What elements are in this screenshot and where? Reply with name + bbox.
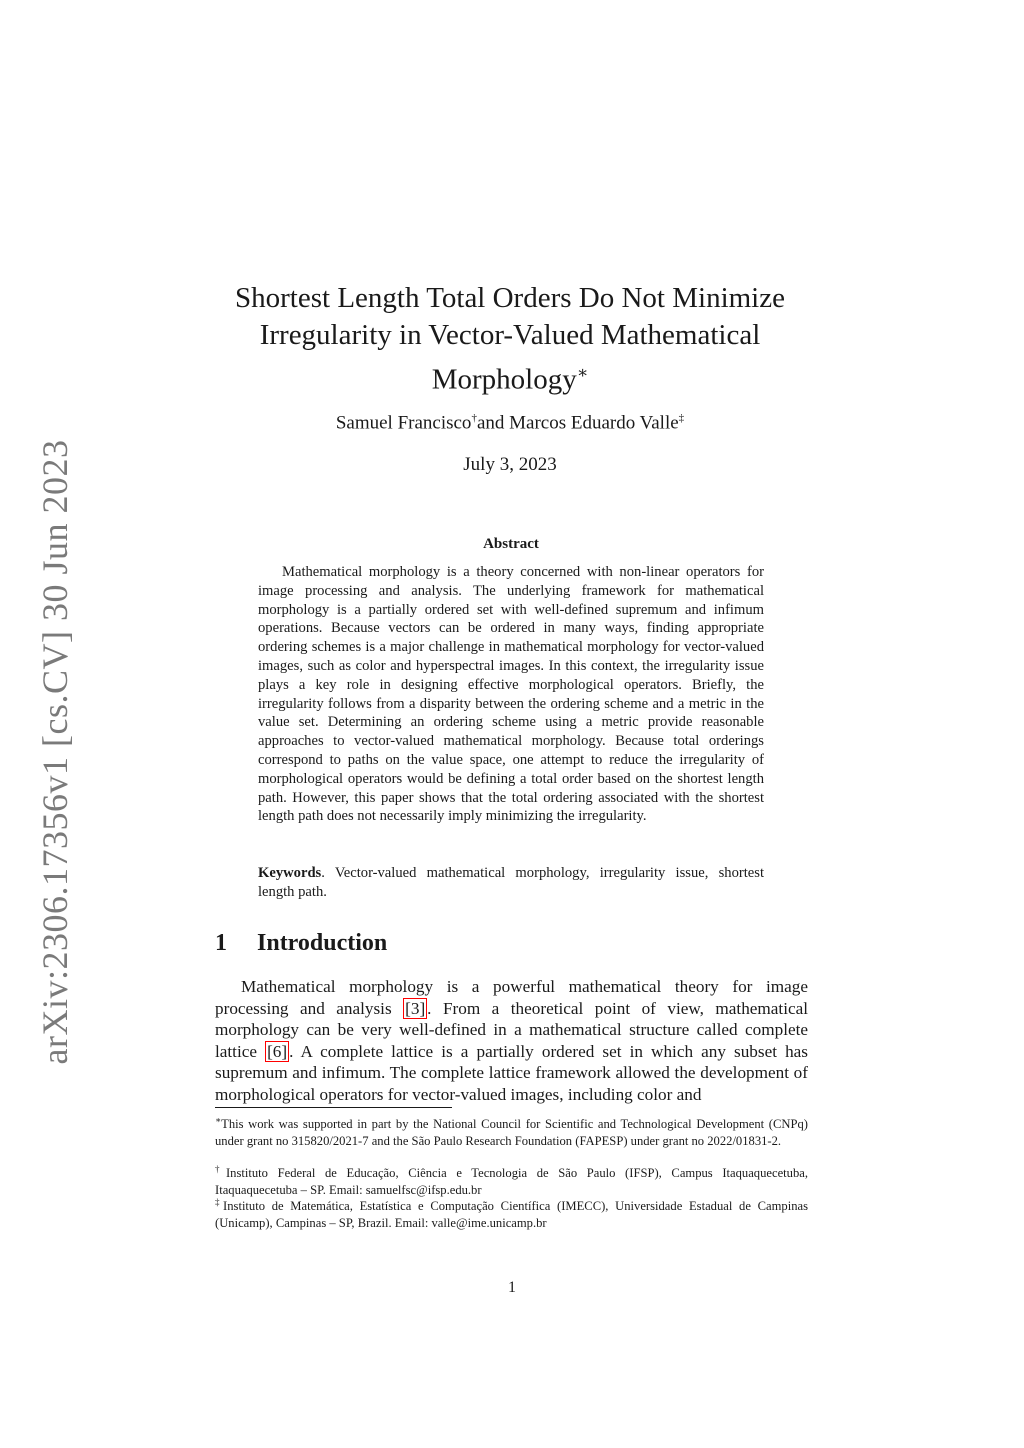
footnote-funding-mark: ∗ <box>215 1115 222 1125</box>
footnote-affiliation-2 <box>215 1194 808 1231</box>
citation-link-3[interactable]: [3] <box>405 998 426 1018</box>
page-number: 1 <box>508 1279 516 1296</box>
footnote-funding <box>215 1112 808 1149</box>
arxiv-identifier: arXiv:2306.17356v1 [cs.CV] 30 Jun 2023 <box>35 439 75 1065</box>
paper-title <box>200 280 820 399</box>
footnote-funding-text: This work was supported in part by the National Council for Scientific and Technological Development (CNPq) under grant no 315820/2021-7 and the São Paulo Research Foundation (FAPESP) under grant no 2022/01831-2. <box>215 1117 808 1148</box>
author-1: Samuel Francisco <box>335 412 472 434</box>
author-2-mark: ‡ <box>678 412 685 424</box>
footnote-affiliation-1 <box>215 1161 808 1198</box>
author-2: and Marcos Eduardo Valle <box>476 412 679 434</box>
section-heading <box>215 930 387 957</box>
keywords-text: . Vector-valued mathematical morphology, irregularity issue, shortest length path. <box>258 865 764 900</box>
title-line-3-text: Morphology <box>431 363 577 396</box>
introduction-paragraph <box>215 976 808 1106</box>
keywords-label: Keywords <box>258 865 322 881</box>
keywords <box>258 864 764 902</box>
abstract-heading: Abstract <box>483 536 539 552</box>
title-line-3 <box>200 354 820 399</box>
intro-text-a: Mathematical morphology is a powerful mathematical theory for image processing and analysis <box>215 977 808 1018</box>
title-line-2: Irregularity in Vector-Valued Mathematical <box>259 319 761 351</box>
title-footnote-mark: ∗ <box>576 363 589 382</box>
intro-text-c: . A complete lattice is a partially ordered set in which any subset has supremum and infimum. The complete lattice framework allowed the development of morphological operators for vector-valued images, including color and <box>215 1041 808 1104</box>
abstract-body: Mathematical morphology is a theory concerned with non-linear operators for image processing and analysis. The underlying framework for mathematical morphology is a partially ordered set with well-defined supremum and infimum operations. Because vectors can be ordered in many ways, finding appropriate ordering schemes is a major challenge in mathematical morphology for vector-valued images, such as color and hyperspectral images. In this context, the irregularity issue plays a key role in designing effective morphological operators. Briefly, the irregularity follows from a disparity between the ordering scheme and a metric in the value set. Determining an ordering scheme using a metric provide reasonable approaches to vector-valued mathematical morphology. Because total orderings correspond to paths on the value space, one attempt to reduce the irregularity of morphological operators would be defining a total order based on the shortest length path. However, this paper shows that the total ordering associated with the shortest length path does not necessarily imply minimizing the irregularity. <box>258 564 764 825</box>
footnote-affiliation-2-mark: ‡ <box>215 1197 224 1207</box>
footnote-affiliation-2-text: Instituto de Matemática, Estatística e Computação Científica (IMECC), Universidade Estadual de Campinas (Unicamp), Campinas – SP, Brazil. Email: valle@ime.unicamp.br <box>215 1199 808 1230</box>
author-list <box>200 412 820 434</box>
footnote-affiliation-1-mark: † <box>215 1164 226 1174</box>
title-line-1: Shortest Length Total Orders Do Not Minimize <box>235 282 785 314</box>
section-title: Introduction <box>257 930 388 956</box>
footnote-affiliation-1-text: Instituto Federal de Educação, Ciência e Tecnologia de São Paulo (IFSP), Campus Itaquaquecetuba, Itaquaquecetuba – SP. Email: samuelfsc@ifsp.edu.br <box>215 1166 808 1197</box>
citation-link-6[interactable]: [6] <box>267 1041 288 1061</box>
footnote-divider <box>215 1107 452 1108</box>
paper-date: July 3, 2023 <box>463 454 557 475</box>
author-1-mark: † <box>471 412 477 424</box>
intro-text-b: . From a theoretical point of view, mathematical morphology can be very well-defined in a mathematical structure called complete lattice <box>215 998 808 1061</box>
section-number: 1 <box>215 930 227 956</box>
